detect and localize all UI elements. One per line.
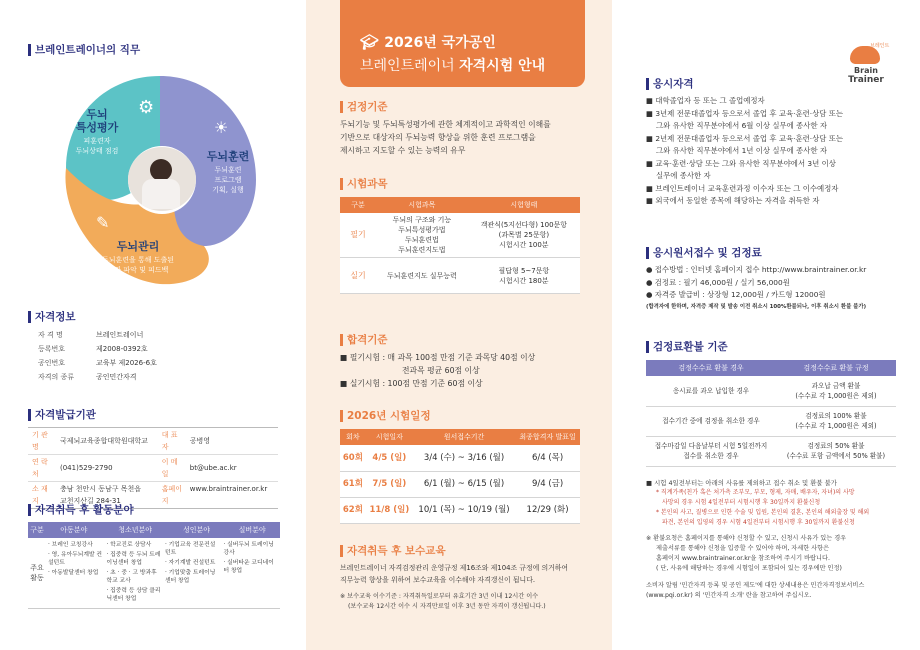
fields-title: 자격취득 후 활동분야 xyxy=(28,504,134,516)
title-banner xyxy=(340,0,585,87)
cert-key: 등록번호 xyxy=(38,345,66,353)
fields-item: · 집중력 등 상담 클리닉센터 창업 xyxy=(106,588,161,602)
cert-row xyxy=(28,356,276,370)
qualification-line: ■ 브레인트레이너 교육훈련과정 이수자 또는 그 이수예정자 xyxy=(646,183,839,193)
refund-row xyxy=(646,406,896,436)
fields-item: · 실버두뇌 트레이닝 강사 xyxy=(223,542,274,556)
homepage-link[interactable]: 홈페이지 www.braintrainer.or.kr을 참조하여 주시기 바랍니다. xyxy=(656,555,830,562)
cert-value: 브레인트레이너 xyxy=(96,331,144,339)
standard-line: 제시하고 지도할 수 있는 능력의 유무 xyxy=(340,146,466,155)
fields-item: · 실버타운 코디네이터 창업 xyxy=(223,560,274,574)
refund-table xyxy=(646,360,896,467)
qualification-line: ■ 대학졸업자 등 또는 그 졸업예정자 xyxy=(646,96,765,105)
cert-info-title: 자격정보 xyxy=(28,311,76,323)
pass-title: 합격기준 xyxy=(340,334,388,346)
cert-row xyxy=(28,342,276,356)
fields-table: 구분 아동분야 청소년분야 성인분야 실버분야 주요 활동 · 브레인 코칭강사 · 영, 유아두뇌계발 컨설턴트 · 아동발달센터 창업 · 학교진로 상담사 · 집중력 등 두뇌 트레이닝센터 창업 · 초 · 중 · 고 방과후 학교 교사 · 집중력 등 상담 클리닉센터 창업 · 기업교육 전문컨설턴트 · 자기계발 컨설턴트 · 기업맞춤 트레이닝 센터 창업 · 실버두뇌 트레이닝 강사 · 실버타운 코디네이터 창업 xyxy=(28,522,280,609)
refund-case: 응시료를 과오 납입한 경우 xyxy=(646,376,776,406)
banner-title-line2: 브레인트레이너 자격시험 안내 xyxy=(360,58,546,74)
refund-case: 접수마감일 다음날부터 시험 5일전까지 접수를 취소한 경우 xyxy=(646,436,776,466)
schedule-round: 61회 xyxy=(340,471,366,497)
standard-line: 기반으로 대상자의 두뇌능력 향상을 위한 훈련 프로그램을 xyxy=(340,133,536,142)
agency-title: 자격발급기관 xyxy=(28,409,96,421)
fields-item: · 기업맞춤 트레이닝 센터 창업 xyxy=(165,570,216,584)
schedule-header: 시험일자 xyxy=(366,429,413,445)
qualification-line: 그와 유사한 직무분야에서 6월 이상 실무에 종사한 자 xyxy=(656,121,828,130)
cert-key: 자 격 명 xyxy=(38,331,63,339)
cert-value: 교육부 제2026-6호 xyxy=(96,359,157,367)
cert-value: 공인민간자격 xyxy=(96,373,137,381)
schedule-result: 6/4 (목) xyxy=(515,445,580,471)
fields-header: 아동분야 xyxy=(46,522,102,538)
banner-title-line1: 🎓︎ 2026년 국가공인 xyxy=(360,33,496,51)
fields-item: · 학교진로 상담사 xyxy=(106,542,152,548)
fields-column xyxy=(222,541,281,605)
fields-header: 성인분야 xyxy=(169,522,225,538)
subjects-header: 구분 xyxy=(340,197,376,213)
schedule-header: 회차 xyxy=(340,429,366,445)
cert-value: 제2008-0392호 xyxy=(96,345,148,353)
subject-line: 필답형 5~7문항 xyxy=(498,266,550,275)
refresh-text: 브레인트레이너 자격검정관리 운영규정 제16조와 제104조 규정에 의거하여 직무능력 향상을 위하여 보수교육을 이수해야 자격갱신이 됩니다. ※ 보수교육 이수기준 : 자격취득일로부터 유효기간 3년 이내 12시간 이수 (보수교육 12시간 이수 시 자격만료일 이후 3년 동안 자격이 갱신됩니다.) xyxy=(340,564,569,610)
fields-header: 청소년분야 xyxy=(102,522,169,538)
fields-item: · 영, 유아두뇌계발 컨설턴트 xyxy=(48,552,103,566)
schedule-table xyxy=(340,429,580,524)
cert-info-table xyxy=(28,328,276,384)
fields-item: · 아동발달센터 창업 xyxy=(48,570,99,576)
cert-row xyxy=(28,328,276,342)
schedule-result: 9/4 (금) xyxy=(515,471,580,497)
pqi-link[interactable]: (www.pqi.or.kr) 의 '민간자격 소개' 란을 참고하여 주십시오. xyxy=(646,592,812,599)
cert-key: 공인번호 xyxy=(38,359,66,367)
standard-text xyxy=(340,118,602,157)
right-panel xyxy=(612,0,920,650)
middle-panel xyxy=(306,0,612,650)
refund-rule: 검정료의 50% 환불 (수수료 포함 금액에서 50% 환불) xyxy=(776,436,896,466)
brain-gear-icon: ⚙ xyxy=(138,97,155,118)
schedule-date: 7/5 (일) xyxy=(366,471,413,497)
cert-key: 자격의 종류 xyxy=(38,373,75,381)
schedule-period: 6/1 (월) ~ 6/15 (월) xyxy=(413,471,515,497)
schedule-header: 원서접수기간 xyxy=(413,429,515,445)
qualification-list xyxy=(646,95,906,208)
refresh-title: 자격취득 후 보수교육 xyxy=(340,545,446,557)
fields-column xyxy=(105,541,164,605)
brain-check-icon: ✎ xyxy=(96,213,110,232)
refund-notes: ■ 시험 4일전부터는 아래의 사유를 제외하고 접수 취소 및 환불 불가 * 직계가족(친가 혹은 처가측 조부모, 부모, 형제, 자매, 배우자, 자녀)의 사망 사망의 경우 시험 4일전부터 시험시행 후 30일까지 환불신청 * 본인의 사고, 질병으로 인한 수술 및 입원, 본인의 결혼, 본인의 해외출장 및 해외 파견, 본인의 입영의 경우 시험 4일전부터 시험시행 후 30일까지 환불신청 ※ 환불요청은 홈페이지를 통해야 신청할 수 있고, 신청시 사유가 있는 경우 제출서류를 통해야 신청을 입증할 수 있어야 하며, 자세한 사항은 홈페이지 www.braintrainer.or.kr을 참조하여 주시기 바랍니다. ( 단, 사유에 해당하는 경우에 시험일이 포함되어 있는 경우에만 인정) 소비자 알림 '민간자격 등록 및 공인 제도'에 대한 상세내용은 민간자격정보서비스 (www.pqi.or.kr) 의 '민간자격 소개' 란을 참고하여 주십시오. xyxy=(646,478,918,601)
qualification-title: 응시자격 xyxy=(646,78,694,90)
qualification-line: 그와 유사한 직무분야에서 1년 이상 실무에 종사한 자 xyxy=(656,146,828,155)
schedule-date: 4/5 (일) xyxy=(366,445,413,471)
schedule-period: 3/4 (수) ~ 3/16 (월) xyxy=(413,445,515,471)
fields-item: · 기업교육 전문컨설턴트 xyxy=(165,542,216,556)
fields-header: 실버분야 xyxy=(224,522,280,538)
graduation-cap-icon: 🎓︎ xyxy=(360,33,385,51)
schedule-round: 62회 xyxy=(340,497,366,523)
qualification-line: ■ 3년제 전문대졸업자 등으로서 졸업 후 교육·훈련·상담 또는 xyxy=(646,108,844,118)
brain-bulb-icon: ☀ xyxy=(214,118,229,137)
subject-line: 시험시간 180분 xyxy=(499,276,549,285)
subject-line: 시험시간 100분 xyxy=(499,241,549,249)
fields-item: · 자기계발 컨설턴트 xyxy=(165,560,216,566)
schedule-period: 10/1 (목) ~ 10/19 (월) xyxy=(413,497,515,523)
schedule-result: 12/29 (화) xyxy=(515,497,580,523)
refund-case: 접수기간 중에 검정을 취소한 경우 xyxy=(646,406,776,436)
subjects-header: 시험형태 xyxy=(468,197,580,213)
schedule-header: 최종합격자 발표일 xyxy=(515,429,580,445)
subject-line: 두뇌의 구조와 기능 xyxy=(392,216,452,224)
fields-item: · 초 · 중 · 고 방과후 학교 교사 xyxy=(106,570,157,584)
apply-info: ● 접수방법 : 인터넷 홈페이지 접수 http://www.braintrainer.or.kr ● 검정료 : 필기 46,000원 / 실기 56,000원 ● 자격증 발급비 : 상장형 12,000원 / 카드형 12000원 (합격자에 한하며, 자격증 제작 및 발송 이전 취소시 100%환불되나, 이후 취소시 환불 불가) xyxy=(646,265,867,310)
roles-title: 브레인트레이너의 직무 xyxy=(28,44,140,56)
counseling-photo xyxy=(128,147,196,211)
schedule-round: 60회 xyxy=(340,445,366,471)
subject-line: 두뇌훈련법 xyxy=(404,236,439,244)
schedule-row xyxy=(340,471,580,497)
pass-criteria: ■ 필기시험 : 매 과목 100점 만점 기준 과목당 40점 이상 전과목 평균 60점 이상 ■ 실기시험 : 100점 만점 기준 60점 이상 xyxy=(340,353,536,388)
subject-line: 객관식(5지선다형) 100문항 xyxy=(480,221,568,229)
standard-line: 두뇌기능 및 두뇌특성평가에 관한 체계적이고 과학적인 이해를 xyxy=(340,120,551,129)
qualification-line: ■ 2년제 전문대졸업자 등으로서 졸업 후 교육·훈련·상담 또는 xyxy=(646,133,844,143)
fields-header: 구분 xyxy=(28,522,46,538)
refund-header: 검정수수료 환불 규정 xyxy=(776,360,896,376)
standard-title: 검정기준 xyxy=(340,101,388,113)
refund-rule: 과오납 금액 환불 (수수료 각 1,000원은 제외) xyxy=(776,376,896,406)
refund-header: 검정수수료 환불 경우 xyxy=(646,360,776,376)
brain-trainer-logo: 브레인트 Brain Trainer xyxy=(848,43,890,85)
subjects-table: 구분 시험과목 시험형태 필기 두뇌의 구조와 기능 두뇌특성평가법 두뇌훈련법 두뇌훈련지도법 객관식(5지선다형) 100문항 (과목별 25문항) 시험시간 100분 실기 두뇌훈련지도 실무능력 필답형 5~7문항 시험시간 180분 xyxy=(340,197,580,294)
refund-row xyxy=(646,436,896,466)
role-management: 두뇌관리 두뇌훈련을 통해 도출된 성과 파악 및 피드백 xyxy=(101,240,175,274)
schedule-row xyxy=(340,445,580,471)
fields-column xyxy=(163,541,222,605)
subjects-header: 시험과목 xyxy=(376,197,468,213)
subjects-title: 시험과목 xyxy=(340,178,388,190)
fields-item: · 브레인 코칭강사 xyxy=(48,542,93,548)
fields-column xyxy=(46,541,105,605)
schedule-title: 2026년 시험일정 xyxy=(340,410,431,422)
cert-row xyxy=(28,370,276,384)
subject-line: (과목별 25문항) xyxy=(498,231,550,239)
qualification-line: ■ 교육·훈련·상담 또는 그와 유사한 직무분야에서 3년 이상 xyxy=(646,158,836,168)
refund-title: 검정료환불 기준 xyxy=(646,341,728,353)
schedule-date: 11/8 (일) xyxy=(366,497,413,523)
qualification-line: 실무에 종사한 자 xyxy=(656,171,711,180)
apply-title: 응시원서접수 및 검정료 xyxy=(646,247,762,259)
left-panel xyxy=(0,0,306,650)
subject-line: 두뇌특성평가법 xyxy=(398,226,446,234)
agency-table: 기 관 명 국제뇌교육종합대학원대학교 대 표 자 공병영 연 락 처 (041)529-2790 이 메 일 bt@ube.ac.kr 소 재 지 충남 천안시 동남구 목천읍 교천지산길 284-31 홈페이지 www.braintrainer.or.kr xyxy=(28,427,278,509)
refund-row xyxy=(646,376,896,406)
schedule-row xyxy=(340,497,580,523)
refund-rule: 검정료의 100% 환불 (수수료 각 1,000원은 제외) xyxy=(776,406,896,436)
subject-line: 두뇌훈련지도법 xyxy=(398,246,446,254)
role-evaluation: 두뇌 특성평가 피훈련자 두뇌상태 점검 xyxy=(75,108,119,155)
role-training: 두뇌훈련 두뇌훈련 프로그램 기획, 실행 xyxy=(206,150,250,194)
qualification-line: ■ 외국에서 동일한 종목에 해당하는 자격을 취득한 자 xyxy=(646,196,820,205)
fields-item: · 집중력 등 두뇌 트레이닝센터 창업 xyxy=(106,552,161,566)
